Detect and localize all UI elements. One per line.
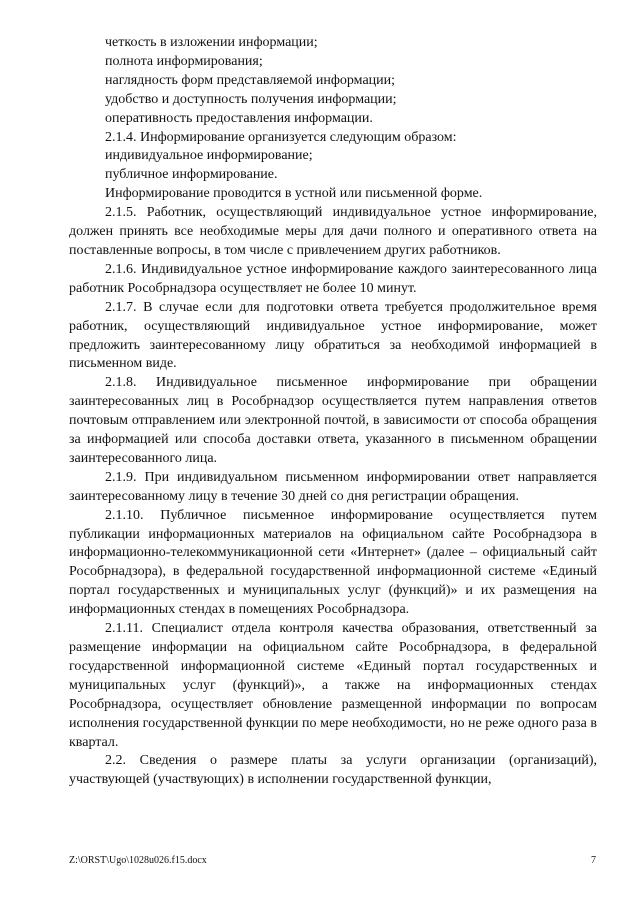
paragraph: полнота информирования; [105,53,263,69]
paragraph: 2.1.7. В случае если для подготовки ответа требуется продолжительное время работник, осуществляющий индивидуальное устное информирование, может предложить заинтересованному лицу обратиться за необходимой информацией в письменном виде. [69,299,597,372]
paragraph: Информирование проводится в устной или письменной форме. [105,186,483,202]
paragraph: 2.1.8. Индивидуальное письменное информирование при обращении заинтересованных лиц в Рособрнадзор осуществляется путем направления ответов почтовым отправлением или электронной почтой, в зависимости от способа обращения за информацией или способа доставки ответа, указанного в письменном обращении заинтересованного лица. [69,375,597,466]
document-body [69,34,597,790]
paragraph: наглядность форм представляемой информации; [105,72,396,88]
paragraph: индивидуальное информирование; [105,148,313,164]
paragraph: 2.1.9. При индивидуальном письменном информировании ответ направляется заинтересованному лицу в течение 30 дней со дня регистрации обращения. [69,469,597,504]
paragraph: 2.1.11. Специалист отдела контроля качества образования, ответственный за размещение информации на официальном сайте Рособрнадзора, в федеральной государственной информационной системе «Единый портал государственных и муниципальных услуг (функций)», а также на информационных стендах Рособрнадзора, осуществляет обновление размещенной информации по вопросам исполнения государственной функции по мере необходимости, но не реже одного раза в квартал. [69,621,597,750]
paragraph: публичное информирование. [105,167,278,183]
file-path: Z:\ORST\Ugo\1028u026.f15.docx [69,855,207,866]
paragraph: удобство и доступность получения информации; [105,91,397,107]
paragraph: 2.1.6. Индивидуальное устное информирование каждого заинтересованного лица работник Рособрнадзора осуществляет не более 10 минут. [69,261,597,296]
page-footer [69,855,596,867]
paragraph: 2.1.10. Публичное письменное информирование осуществляется путем публикации информационных материалов на официальном сайте Рособрнадзора в информационно-телекоммуникационной сети «Интернет» (далее – официальный сайт Рособрнадзора), в федеральной государственной информационной системе «Единый портал государственных и муниципальных услуг (функций)» и их размещения на информационных стендах в помещениях Рособрнадзора. [69,507,597,618]
paragraph: оперативность предоставления информации. [105,110,373,126]
paragraph: четкость в изложении информации; [105,35,318,50]
paragraph: 2.2. Сведения о размере платы за услуги организации (организаций), участвующей (участвующих) в исполнении государственной функции, [69,753,597,788]
paragraph: 2.1.4. Информирование организуется следующим образом: [105,129,457,145]
page-number: 7 [591,855,596,866]
paragraph: 2.1.5. Работник, осуществляющий индивидуальное устное информирование, должен принять все необходимые меры для дачи полного и оперативного ответа на поставленные вопросы, в том числе с привлечением других работников. [69,205,597,258]
